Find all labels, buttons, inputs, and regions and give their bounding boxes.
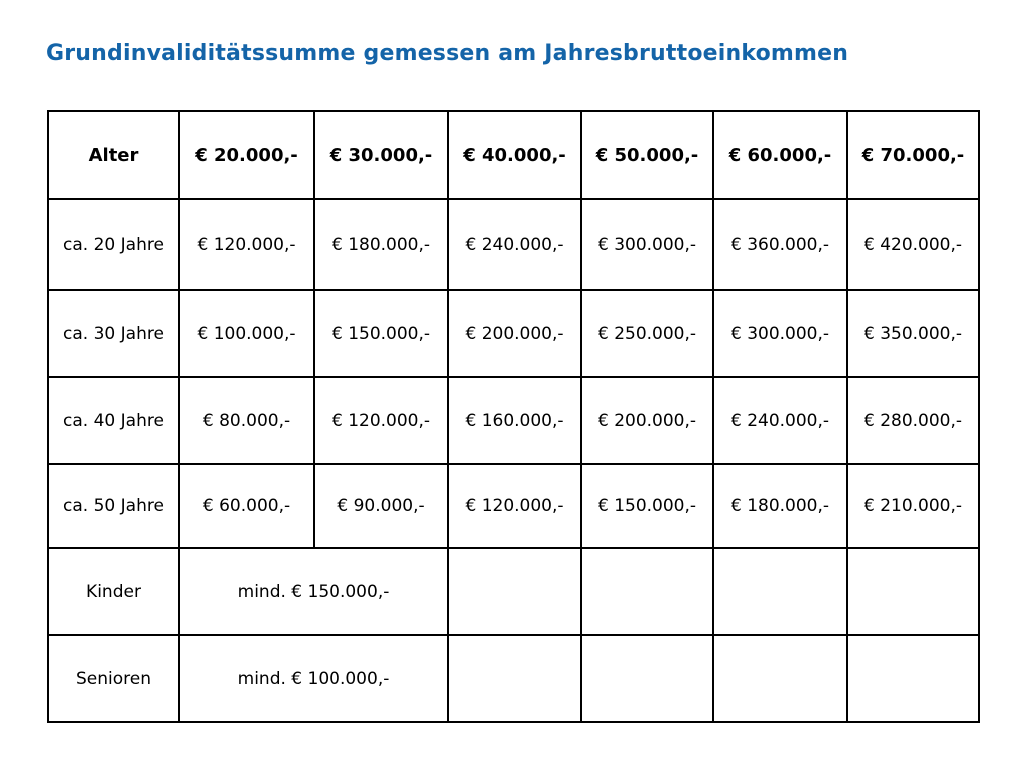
empty-cell	[448, 548, 581, 635]
min-sum-cell: mind. € 150.000,-	[179, 548, 448, 635]
empty-cell	[581, 635, 713, 722]
value-cell: € 210.000,-	[847, 464, 979, 548]
value-cell: € 280.000,-	[847, 377, 979, 464]
empty-cell	[713, 548, 847, 635]
value-cell: € 120.000,-	[179, 199, 314, 290]
table-row	[48, 290, 979, 377]
row-label: Senioren	[48, 635, 179, 722]
empty-cell	[713, 635, 847, 722]
disability-sum-table	[47, 110, 980, 723]
min-sum-cell: mind. € 100.000,-	[179, 635, 448, 722]
column-header-20000: € 20.000,-	[179, 111, 314, 199]
value-cell: € 120.000,-	[448, 464, 581, 548]
page-title: Grundinvaliditätssumme gemessen am Jahresbruttoeinkommen	[46, 41, 849, 66]
value-cell: € 100.000,-	[179, 290, 314, 377]
table-row-senioren	[48, 635, 979, 722]
value-cell: € 160.000,-	[448, 377, 581, 464]
column-header-alter: Alter	[48, 111, 179, 199]
value-cell: € 60.000,-	[179, 464, 314, 548]
value-cell: € 300.000,-	[713, 290, 847, 377]
value-cell: € 150.000,-	[314, 290, 448, 377]
table-row	[48, 199, 979, 290]
table-row	[48, 464, 979, 548]
row-label: ca. 40 Jahre	[48, 377, 179, 464]
empty-cell	[847, 635, 979, 722]
value-cell: € 200.000,-	[448, 290, 581, 377]
value-cell: € 240.000,-	[448, 199, 581, 290]
value-cell: € 350.000,-	[847, 290, 979, 377]
table-header-row	[48, 111, 979, 199]
column-header-60000: € 60.000,-	[713, 111, 847, 199]
empty-cell	[847, 548, 979, 635]
empty-cell	[448, 635, 581, 722]
value-cell: € 200.000,-	[581, 377, 713, 464]
value-cell: € 300.000,-	[581, 199, 713, 290]
column-header-70000: € 70.000,-	[847, 111, 979, 199]
value-cell: € 240.000,-	[713, 377, 847, 464]
row-label: ca. 20 Jahre	[48, 199, 179, 290]
table-row	[48, 377, 979, 464]
column-header-50000: € 50.000,-	[581, 111, 713, 199]
row-label: ca. 30 Jahre	[48, 290, 179, 377]
empty-cell	[581, 548, 713, 635]
column-header-30000: € 30.000,-	[314, 111, 448, 199]
column-header-40000: € 40.000,-	[448, 111, 581, 199]
table-row-kinder	[48, 548, 979, 635]
value-cell: € 180.000,-	[713, 464, 847, 548]
value-cell: € 120.000,-	[314, 377, 448, 464]
value-cell: € 150.000,-	[581, 464, 713, 548]
value-cell: € 250.000,-	[581, 290, 713, 377]
value-cell: € 180.000,-	[314, 199, 448, 290]
value-cell: € 90.000,-	[314, 464, 448, 548]
value-cell: € 80.000,-	[179, 377, 314, 464]
value-cell: € 420.000,-	[847, 199, 979, 290]
row-label: ca. 50 Jahre	[48, 464, 179, 548]
row-label: Kinder	[48, 548, 179, 635]
value-cell: € 360.000,-	[713, 199, 847, 290]
